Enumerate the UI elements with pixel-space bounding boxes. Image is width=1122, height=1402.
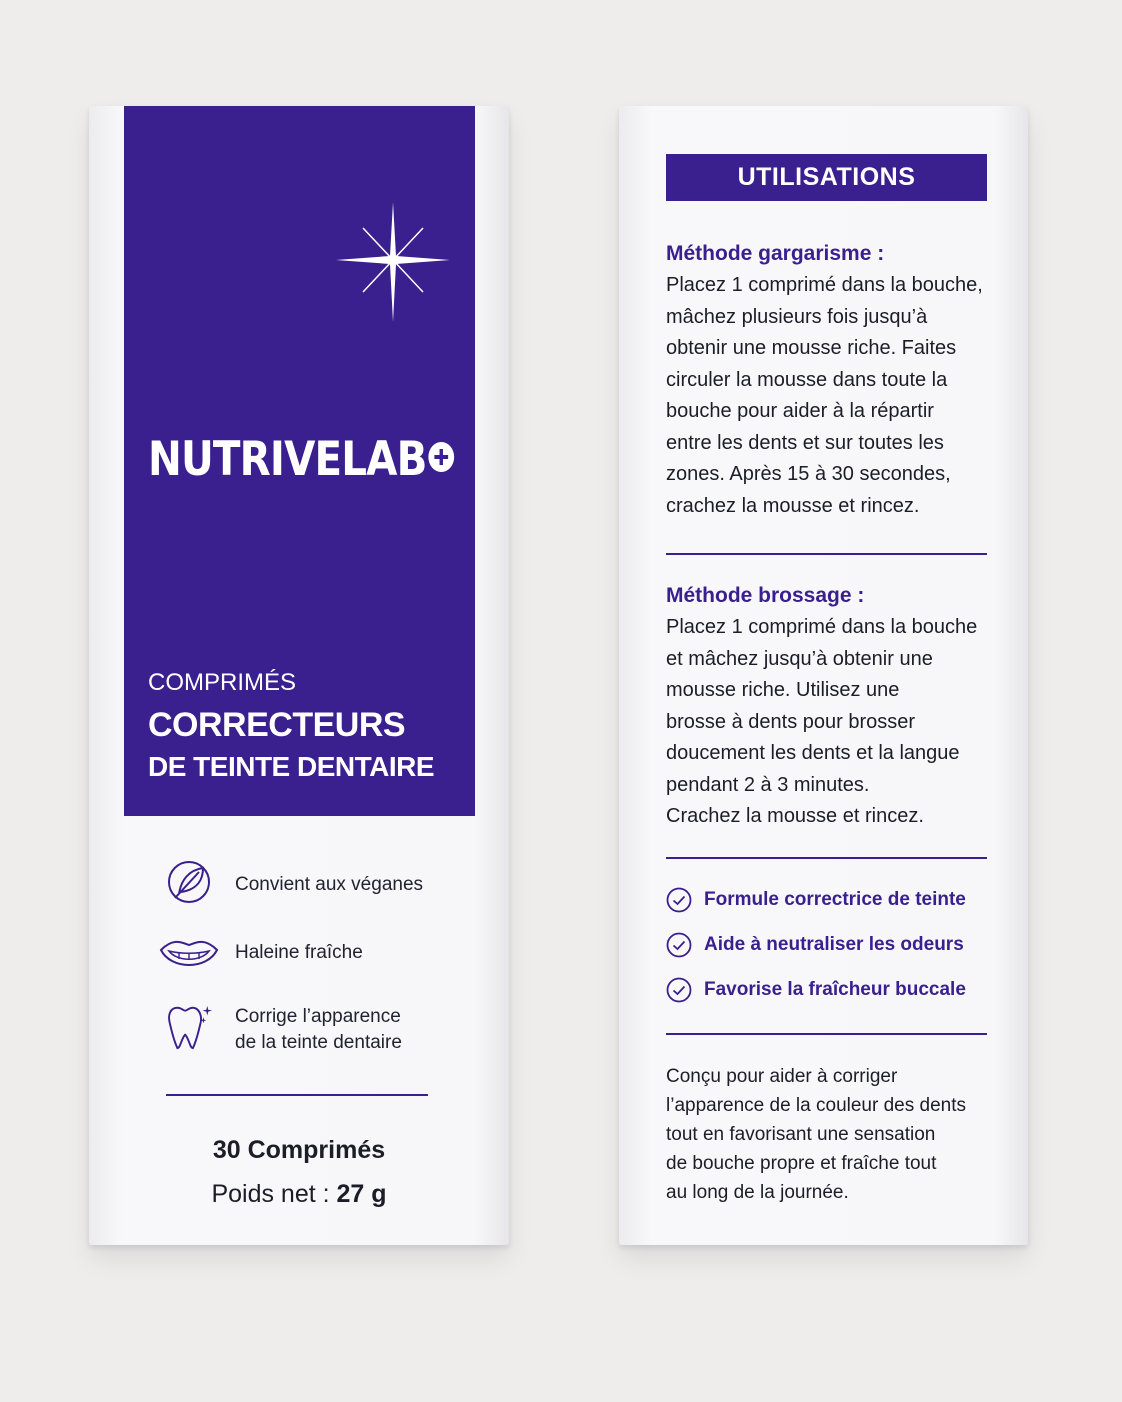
front-box [89,106,509,1245]
smile-lips-icon [159,930,219,980]
method-gargle-title: Méthode gargarisme : [666,242,885,265]
benefit-item [666,930,1006,960]
divider-2 [666,857,987,859]
product-line-1: COMPRIMÉS [148,669,297,696]
feature-vegan-text: Convient aux véganes [235,874,424,895]
benefit-label: Favorise la fraîcheur buccale [704,979,966,1000]
method-brush-title: Méthode brossage : [666,584,865,607]
net-weight [89,1180,509,1209]
divider-3 [666,1033,987,1035]
check-circle-icon [666,977,692,1003]
product-line-3: DE TEINTE DENTAIRE [148,751,435,782]
back-box [619,106,1028,1245]
sparkle-star-icon [336,202,450,322]
front-divider [166,1094,428,1096]
leaf-icon [159,858,219,908]
product-description: Conçu pour aider à corriger l’apparence de la couleur des dents tout en favorisant une sensation de bouche propre et fraîche tout au long de la journée. [666,1066,966,1203]
benefit-item [666,885,1006,915]
net-weight-label: Poids net : [211,1180,337,1208]
brand-logo [148,428,432,492]
check-circle-icon [666,887,692,913]
benefit-item [666,975,1006,1005]
feature-fresh-breath-text: Haleine fraîche [235,942,363,963]
usage-banner: UTILISATIONS [666,154,987,201]
benefit-label: Aide à neutraliser les odeurs [704,934,964,955]
check-circle-icon [666,932,692,958]
divider-1 [666,553,987,555]
product-line-2: CORRECTEURS [148,706,406,744]
brand-name: NUTRIVELAB [148,432,427,487]
method-gargle-body: Placez 1 comprimé dans la bouche, mâchez plusieurs fois jusqu’à obtenir une mousse riche. Faites circuler la mousse dans toute la bouche pour aider à la répartir entre les dents et sur toutes les zones. Après 15 à 30 secondes, crachez la mousse et rincez. [666,274,983,517]
plus-circle-icon [428,442,454,472]
benefit-label: Formule correctrice de teinte [704,889,966,910]
feature-tooth-shade-text: Corrige l’apparence de la teinte dentaire [235,1006,402,1053]
method-brush-body: Placez 1 comprimé dans la bouche et mâchez jusqu’à obtenir une mousse riche. Utilisez une brosse à dents pour brosser doucement les dents et la langue pendant 2 à 3 minutes. Crachez la mousse et rincez. [666,616,978,827]
net-weight-value: 27 g [336,1180,387,1208]
tablet-count: 30 Comprimés [212,1136,386,1164]
tooth-sparkle-icon [159,1002,219,1052]
front-brand-panel [124,106,475,816]
